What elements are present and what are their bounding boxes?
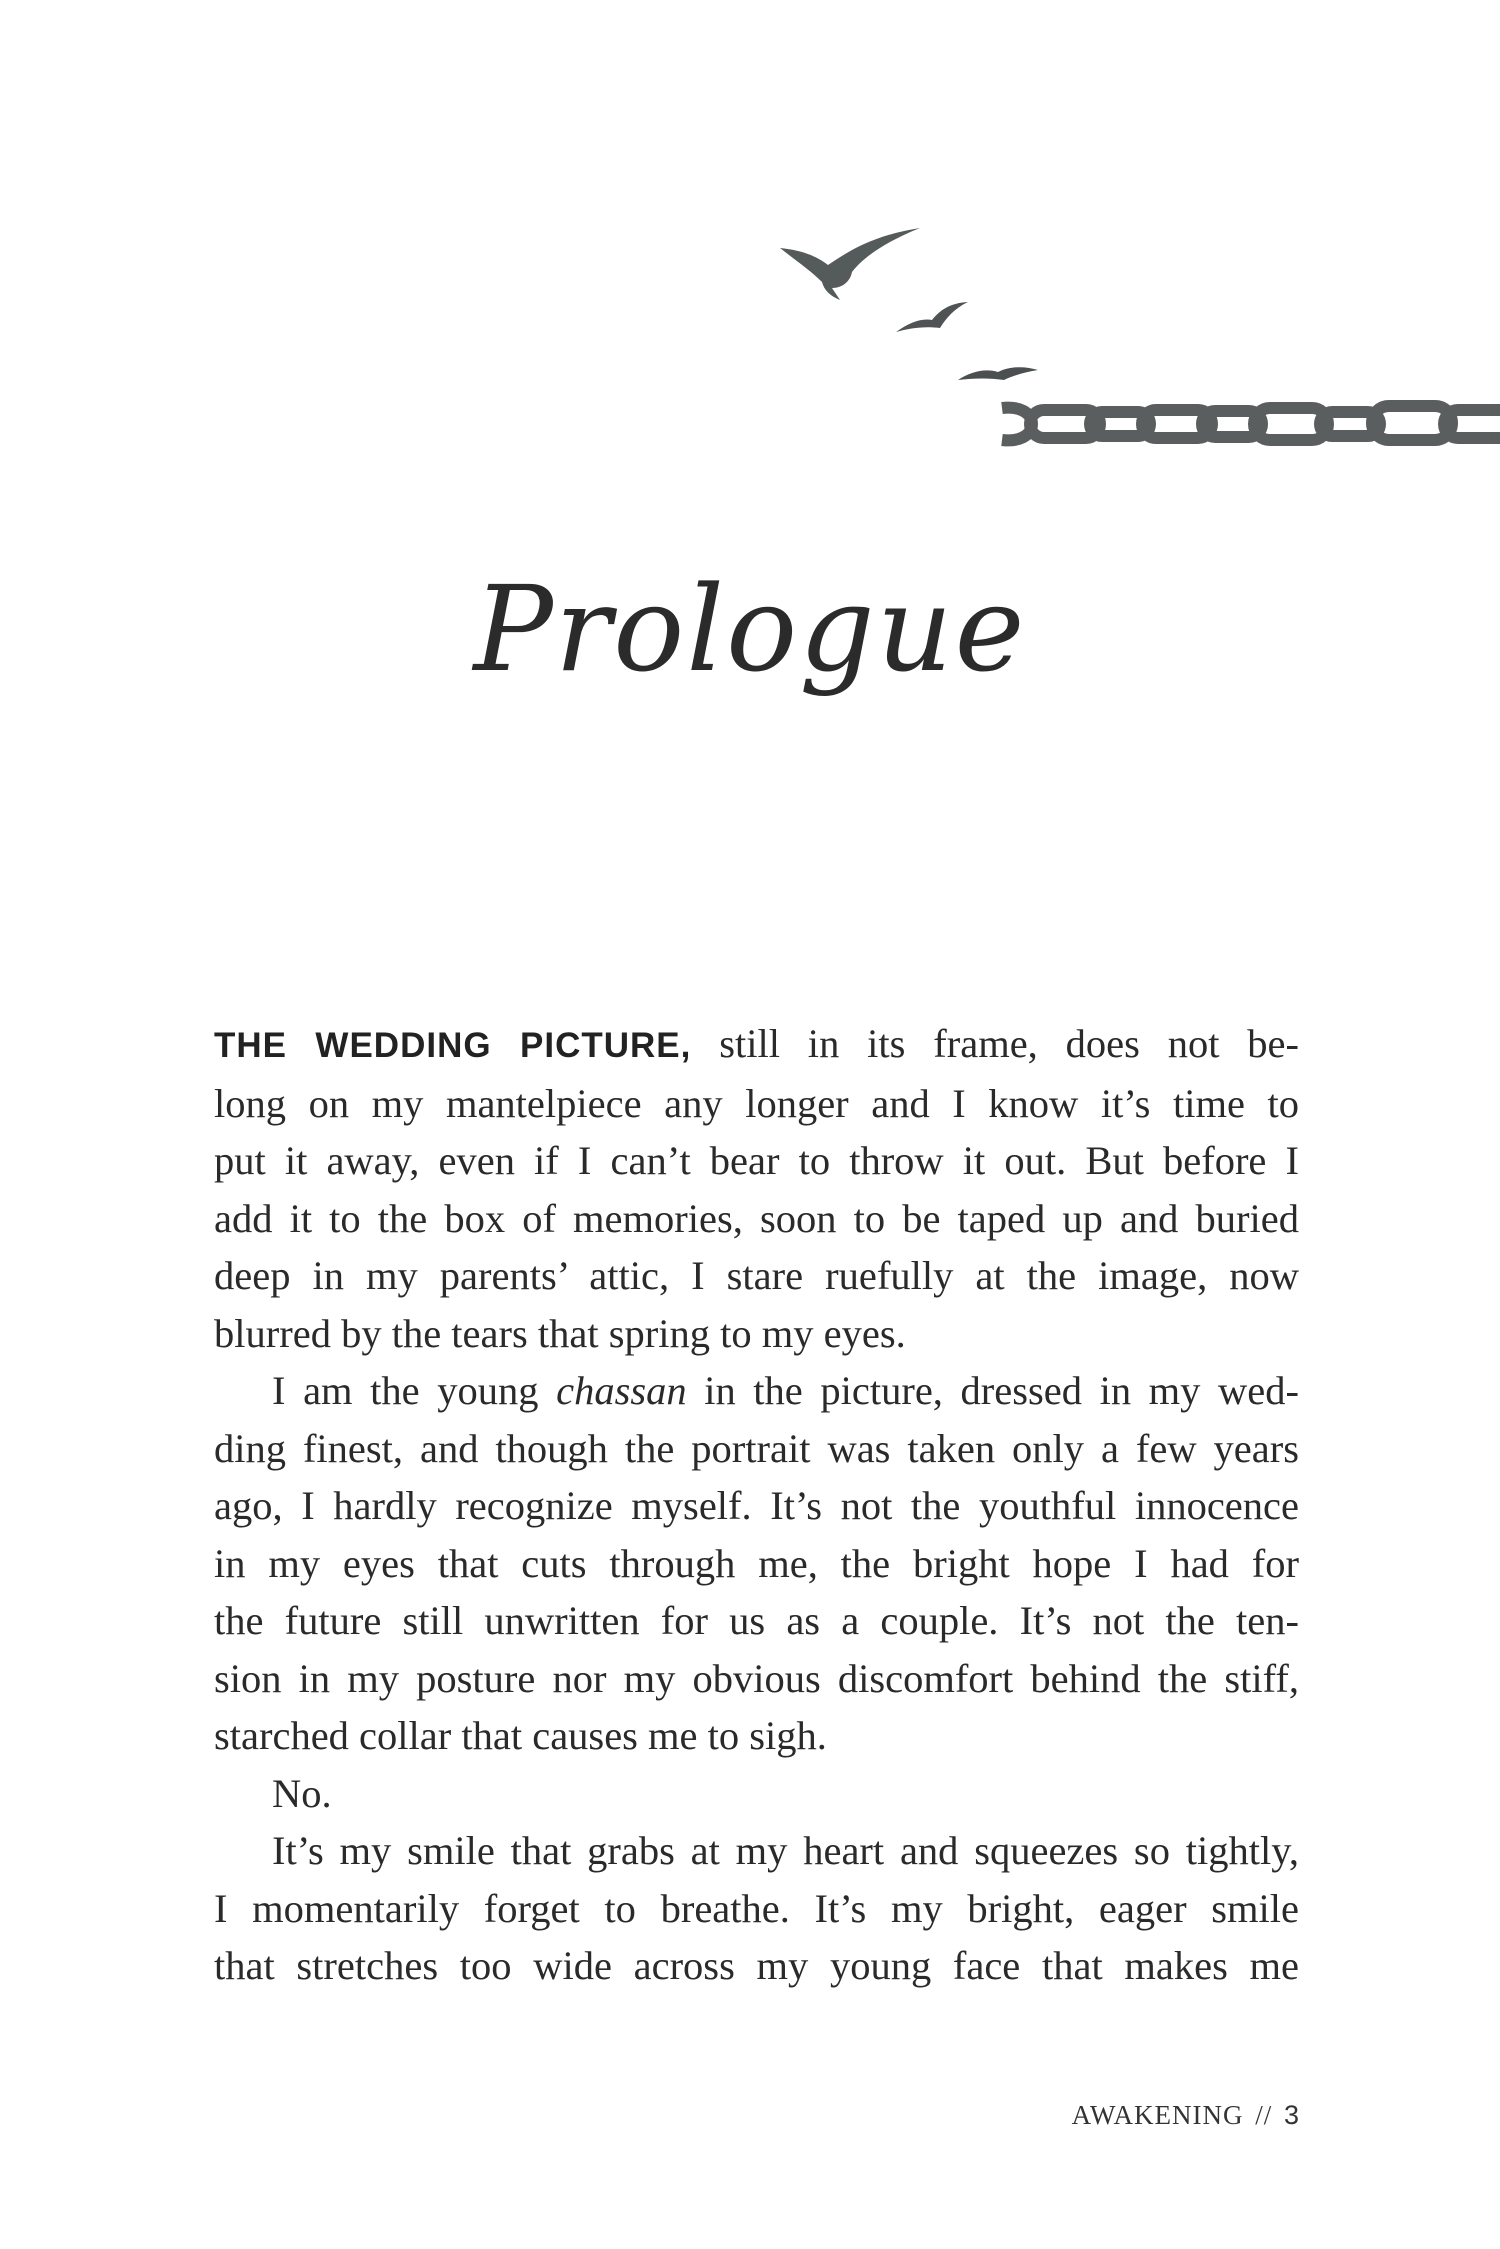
paragraph-3-line: No.	[272, 1770, 332, 1816]
folio-separator: //	[1255, 2100, 1273, 2130]
paragraph-1-line: THE WEDDING PICTURE, still in its frame, does not be-	[214, 1021, 1299, 1066]
lead-in: THE WEDDING PICTURE,	[214, 1026, 692, 1065]
paragraph-1-line: deep in my parents’ attic, I stare ruefully at the image, now	[214, 1253, 1299, 1298]
chapter-title: Prologue	[473, 560, 1027, 698]
paragraph-1-line: long on my mantelpiece any longer and I know it’s time to	[214, 1080, 1299, 1126]
bird-medium-icon	[896, 302, 968, 332]
paragraph-4-line: that stretches too wide across my young face that makes me	[214, 1943, 1299, 1988]
paragraph-2-line: I am the young chassan in the picture, dressed in my wed-	[272, 1368, 1299, 1413]
paragraph-1-line: add it to the box of memories, soon to be taped up and buried	[214, 1195, 1299, 1241]
page-number: 3	[1283, 2100, 1300, 2130]
page-footer	[1072, 2100, 1300, 2131]
paragraph-1-line: put it away, even if I can’t bear to throw it out. But before I	[214, 1138, 1299, 1183]
paragraph-4-line: I momentarily forget to breathe. It’s my bright, eager smile	[214, 1885, 1299, 1931]
paragraph-2-line: the future still unwritten for us as a couple. It’s not the ten-	[214, 1598, 1299, 1643]
paragraph-2-line: ding finest, and though the portrait was taken only a few years	[214, 1425, 1299, 1471]
paragraph-4-line: It’s my smile that grabs at my heart and squeezes so tightly,	[272, 1828, 1299, 1873]
bird-small-icon	[958, 367, 1038, 380]
italic-word: chassan	[556, 1368, 687, 1413]
paragraph-2-line: sion in my posture nor my obvious discomfort behind the stiff,	[214, 1655, 1299, 1701]
bird-large-icon	[780, 228, 920, 300]
paragraph-2-line: ago, I hardly recognize myself. It’s not the youthful innocence	[214, 1483, 1299, 1528]
paragraph-2-line: starched collar that causes me to sigh.	[214, 1713, 827, 1758]
running-head: AWAKENING	[1071, 2100, 1244, 2130]
broken-chain-icon	[1002, 406, 1500, 440]
body-text	[214, 1015, 1299, 1995]
paragraph-1-line: blurred by the tears that spring to my eyes.	[214, 1310, 906, 1356]
paragraph-2-line: in my eyes that cuts through me, the bright hope I had for	[214, 1540, 1299, 1586]
birds-and-broken-chain-icon	[780, 210, 1500, 510]
